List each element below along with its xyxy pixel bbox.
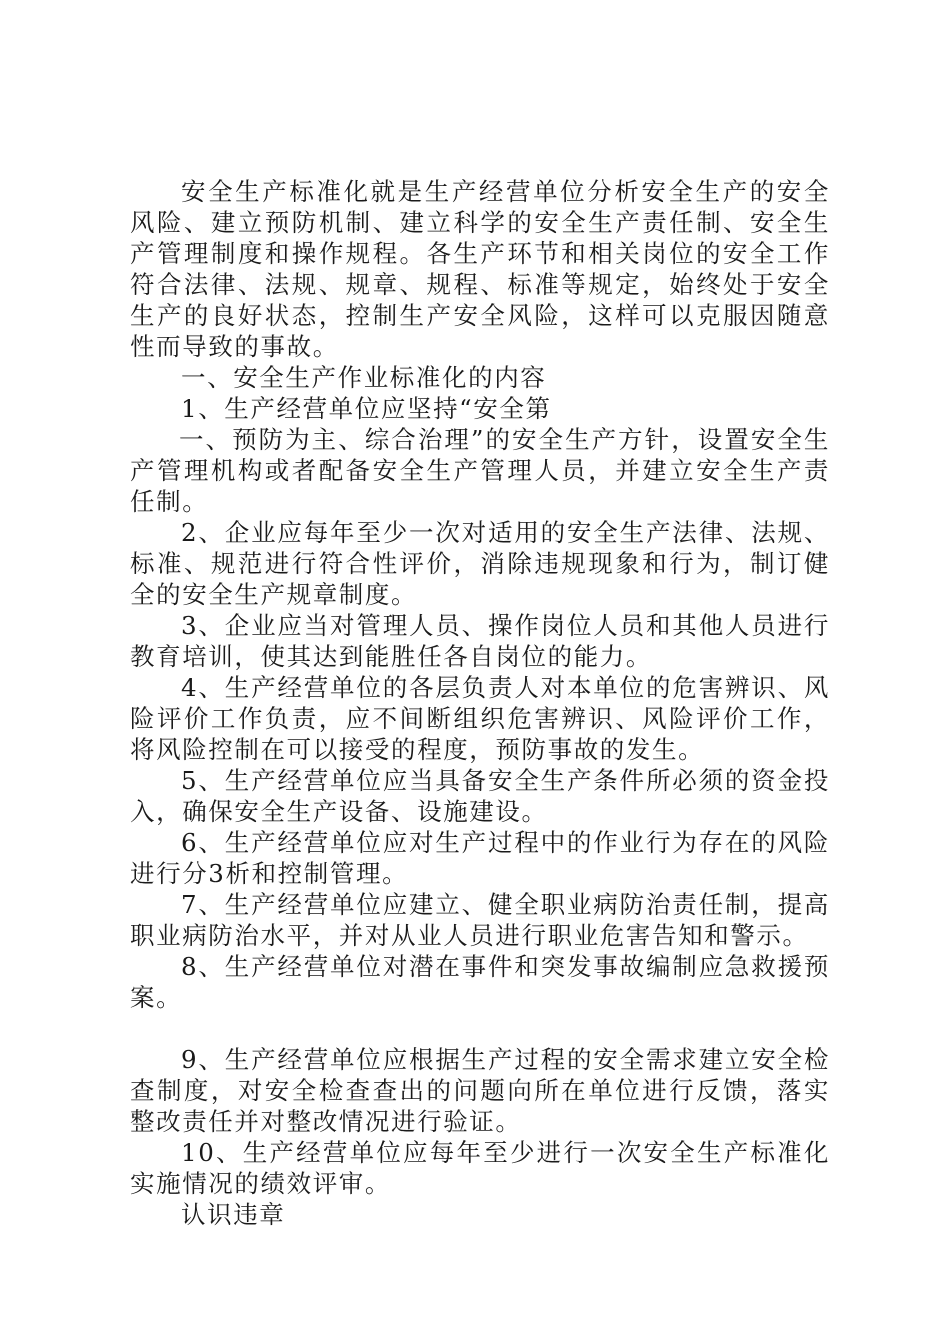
paragraph-item-10: 10、生产经营单位应每年至少进行一次安全生产标准化实施情况的绩效评审。 xyxy=(130,1138,830,1198)
paragraph-item-2: 2、企业应每年至少一次对适用的安全生产法律、法规、标准、规范进行符合性评价，消除违规现象和行为，制订健全的安全生产规章制度。 xyxy=(130,518,830,609)
section-heading: 一、安全生产作业标准化的内容 xyxy=(181,363,547,392)
paragraph-item-9: 9、生产经营单位应根据生产过程的安全需求建立安全检查制度，对安全检查查出的问题向所在单位进行反馈，落实整改责任并对整改情况进行验证。 xyxy=(130,1045,830,1136)
closing-heading: 认识违章 xyxy=(181,1200,286,1229)
paragraph-item-4: 4、生产经营单位的各层负责人对本单位的危害辨识、风险评价工作负责，应不间断组织危害辨识、风险评价工作，将风险控制在可以接受的程度，预防事故的发生。 xyxy=(130,673,830,764)
paragraph-item-3: 3、企业应当对管理人员、操作岗位人员和其他人员进行教育培训，使其达到能胜任各自岗位的能力。 xyxy=(130,611,830,671)
paragraph-item-6: 6、生产经营单位应对生产过程中的作业行为存在的风险进行分3析和控制管理。 xyxy=(130,828,830,888)
paragraph-item-5: 5、生产经营单位应当具备安全生产条件所必须的资金投入，确保安全生产设备、设施建设。 xyxy=(130,766,830,826)
document-body xyxy=(130,176,830,1230)
paragraph-item-1: 1、生产经营单位应坚持“安全第 xyxy=(181,394,552,423)
paragraph-item-7: 7、生产经营单位应建立、健全职业病防治责任制，提高职业病防治水平，并对从业人员进行职业危害告知和警示。 xyxy=(130,890,830,950)
paragraph-item-8: 8、生产经营单位对潜在事件和突发事故编制应急救援预案。 xyxy=(130,952,830,1012)
paragraph-intro: 安全生产标准化就是生产经营单位分析安全生产的安全风险、建立预防机制、建立科学的安全生产责任制、安全生产管理制度和操作规程。各生产环节和相关岗位的安全工作符合法律、法规、规章、规程、标准等规定，始终处于安全生产的良好状态，控制生产安全风险，这样可以克服因随意性而导致的事故。 xyxy=(130,177,830,361)
paragraph-item-1-continued: 一、预防为主、综合治理”的安全生产方针，设置安全生产管理机构或者配备安全生产管理人员，并建立安全生产责任制。 xyxy=(130,425,830,516)
